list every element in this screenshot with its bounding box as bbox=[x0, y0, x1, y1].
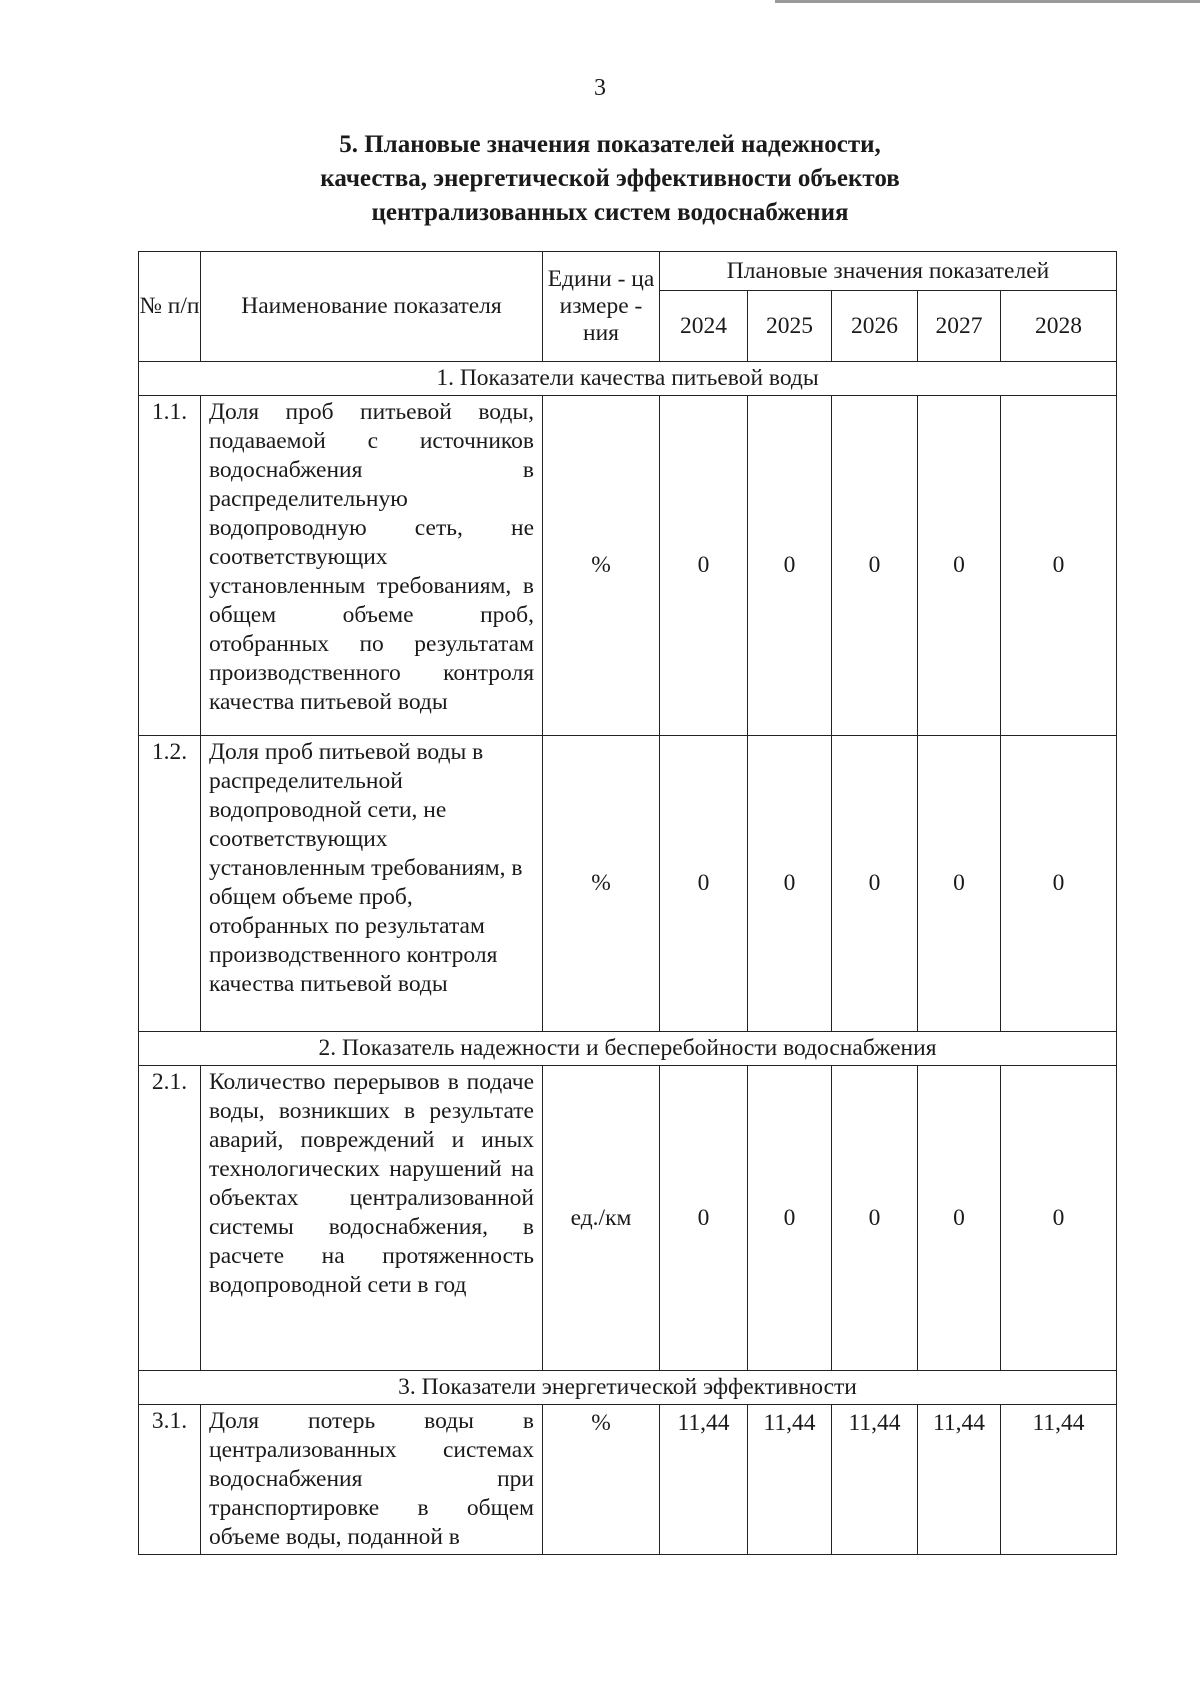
indicator-name: Доля потерь воды в централизованных системах водоснабжения при транспортировке в общем объеме воды, поданной в bbox=[201, 1405, 543, 1555]
header-year: 2028 bbox=[1001, 291, 1117, 362]
value-cell: 0 bbox=[832, 736, 918, 1032]
value-cell: 0 bbox=[660, 396, 748, 736]
unit-cell: ед./км bbox=[543, 1066, 660, 1371]
header-name: Наименование показателя bbox=[201, 252, 543, 362]
indicator-name: Количество перерывов в подаче воды, возникших в результате аварий, повреждений и иных технологических нарушений на объектах централизованной системы водоснабжения, в расчете на протяженность водопроводной сети в год bbox=[201, 1066, 543, 1371]
table-row bbox=[139, 736, 1117, 1032]
value-cell: 0 bbox=[918, 396, 1001, 736]
value-cell: 0 bbox=[918, 1066, 1001, 1371]
table-row bbox=[139, 1066, 1117, 1371]
table-row bbox=[139, 396, 1117, 736]
value-cell: 11,44 bbox=[748, 1405, 832, 1555]
indicator-name: Доля проб питьевой воды в распределительной водопроводной сети, не соответствующих установленным требованиям, в общем объеме проб, отобранных по результатам производственного контроля качества питьевой воды bbox=[201, 736, 543, 1032]
header-year: 2026 bbox=[832, 291, 918, 362]
value-cell: 11,44 bbox=[1001, 1405, 1117, 1555]
value-cell: 0 bbox=[1001, 396, 1117, 736]
scan-edge-mark bbox=[775, 0, 1200, 3]
row-number: 2.1. bbox=[139, 1066, 201, 1371]
title-line-1: 5. Плановые значения показателей надежности, bbox=[339, 131, 881, 158]
value-cell: 0 bbox=[660, 736, 748, 1032]
page-number: 3 bbox=[594, 75, 606, 101]
value-cell: 0 bbox=[1001, 736, 1117, 1032]
value-cell: 11,44 bbox=[918, 1405, 1001, 1555]
section-title: 1. Показатели качества питьевой воды bbox=[139, 362, 1117, 396]
document-title bbox=[180, 128, 1040, 230]
row-number: 1.2. bbox=[139, 736, 201, 1032]
value-cell: 0 bbox=[832, 1066, 918, 1371]
unit-cell: % bbox=[543, 1405, 660, 1555]
value-cell: 0 bbox=[660, 1066, 748, 1371]
header-year: 2027 bbox=[918, 291, 1001, 362]
value-cell: 0 bbox=[918, 736, 1001, 1032]
value-cell: 0 bbox=[748, 396, 832, 736]
header-plan-values: Плановые значения показателей bbox=[660, 252, 1117, 291]
header-year: 2024 bbox=[660, 291, 748, 362]
header-year: 2025 bbox=[748, 291, 832, 362]
indicator-name: Доля проб питьевой воды, подаваемой с источников водоснабжения в распределительную водопроводную сеть, не соответствующих установленным требованиям, в общем объеме проб, отобранных по результатам производственного контроля качества питьевой воды bbox=[201, 396, 543, 736]
value-cell: 0 bbox=[748, 1066, 832, 1371]
section-title: 2. Показатель надежности и бесперебойности водоснабжения bbox=[139, 1032, 1117, 1066]
value-cell: 0 bbox=[748, 736, 832, 1032]
value-cell: 11,44 bbox=[832, 1405, 918, 1555]
value-cell: 11,44 bbox=[660, 1405, 748, 1555]
section-title: 3. Показатели энергетической эффективности bbox=[139, 1371, 1117, 1405]
unit-cell: % bbox=[543, 736, 660, 1032]
unit-cell: % bbox=[543, 396, 660, 736]
value-cell: 0 bbox=[1001, 1066, 1117, 1371]
table-row bbox=[139, 1405, 1117, 1555]
row-number: 3.1. bbox=[139, 1405, 201, 1555]
header-unit: Едини - ца измере - ния bbox=[543, 252, 660, 362]
indicators-table bbox=[138, 251, 1117, 1555]
value-cell: 0 bbox=[832, 396, 918, 736]
title-line-3: централизованных систем водоснабжения bbox=[371, 199, 849, 226]
title-line-2: качества, энергетической эффективности объектов bbox=[320, 165, 900, 192]
header-num: № п/п bbox=[139, 252, 201, 362]
row-number: 1.1. bbox=[139, 396, 201, 736]
